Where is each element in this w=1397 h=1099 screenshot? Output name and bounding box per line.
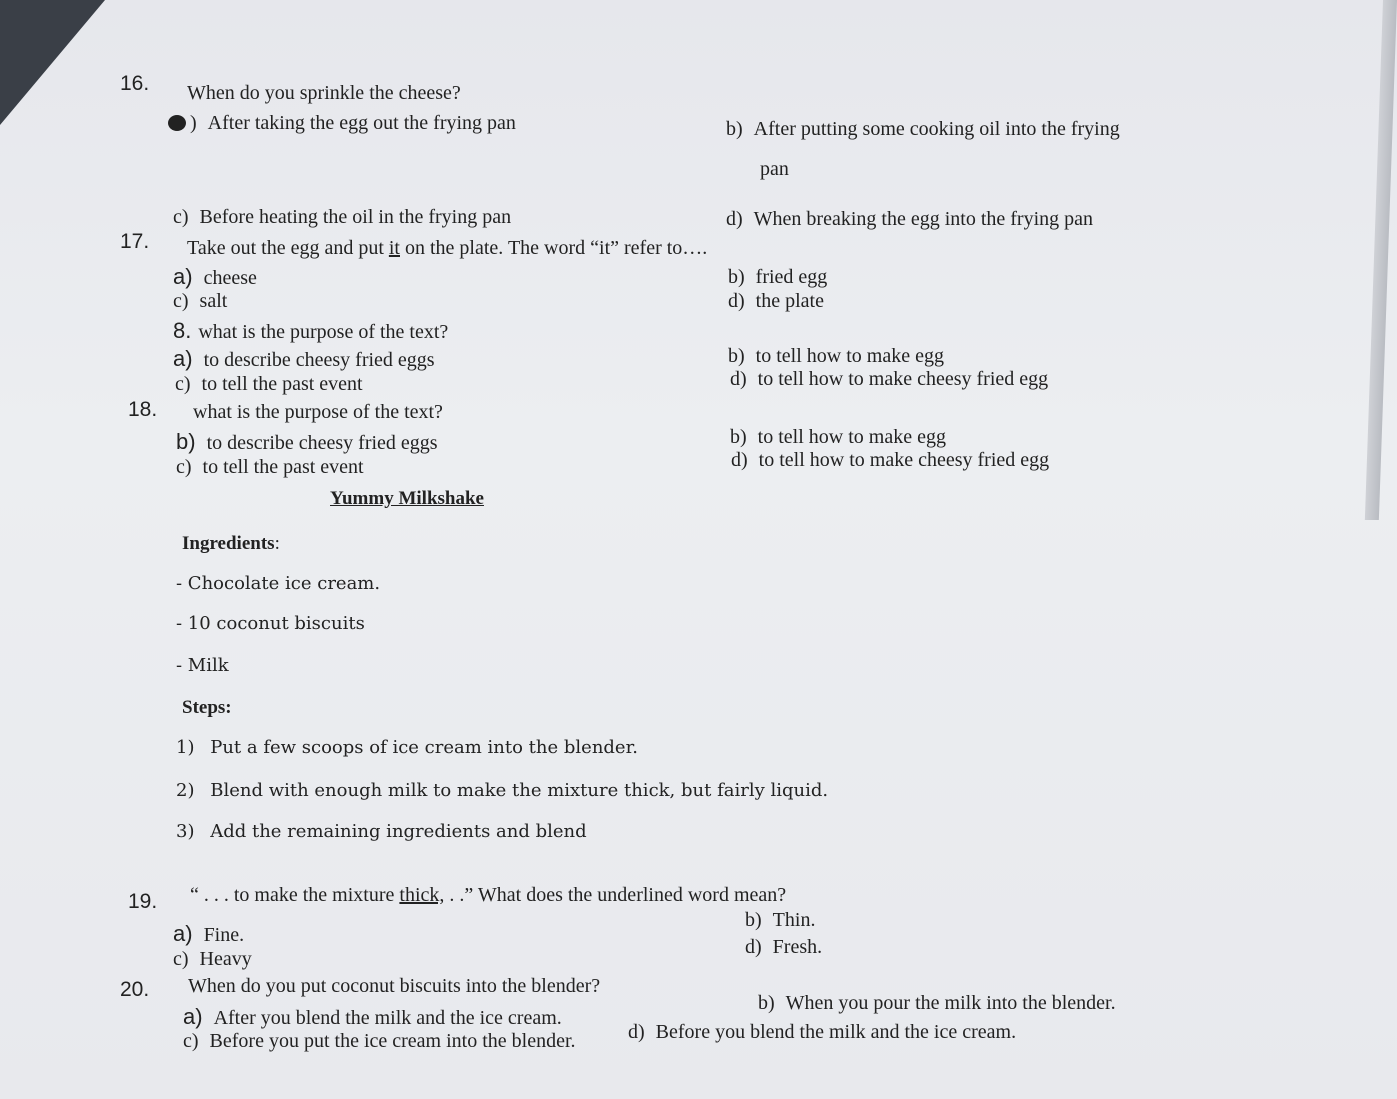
q8-number: 8. (173, 318, 192, 343)
q8-d-text: to tell how to make cheesy fried egg (757, 368, 1049, 390)
q17-option-a (173, 264, 257, 290)
q16-a-label: ) (190, 112, 197, 134)
q8-option-b (728, 345, 944, 368)
q16-b-text: After putting some cooking oil into the frying (753, 118, 1120, 140)
q20-c-text: Before you put the ice cream into the blender. (209, 1030, 576, 1052)
q20-a-text: After you blend the milk and the ice cream. (213, 1007, 562, 1029)
step-number: 2) (176, 780, 195, 801)
q18-option-a (176, 429, 438, 455)
q18-b-text: to tell how to make egg (757, 426, 946, 448)
q8-a-text: to describe cheesy fried eggs (203, 349, 435, 371)
step-item (176, 780, 828, 801)
q20-question: When do you put coconut biscuits into the blender? (188, 975, 601, 997)
ingredients-heading-line (182, 533, 280, 555)
q20-d-label: d) (628, 1021, 645, 1043)
ingredient-item: - 10 coconut biscuits (176, 613, 365, 634)
q16-c-label: c) (173, 206, 189, 228)
step-number: 3) (176, 821, 195, 842)
q17-option-c (173, 290, 227, 313)
q20-b-text: When you pour the milk into the blender. (785, 992, 1116, 1014)
q18-b-label: b) (730, 426, 747, 448)
q19-a-text: Fine. (203, 924, 245, 946)
q17-question-pre: Take out the egg and put (187, 237, 389, 259)
q17-b-text: fried egg (755, 266, 828, 288)
q16-option-c (173, 206, 511, 229)
q18-c-text: to tell the past event (202, 456, 364, 478)
q19-question-pre: “ . . . to make the mixture (190, 884, 400, 906)
q18-number: 18. (128, 398, 158, 421)
q17-a-label: a) (173, 264, 193, 289)
q18-option-c (176, 456, 364, 479)
q18-a-label: b) (176, 429, 196, 454)
q17-c-label: c) (173, 290, 189, 312)
q8-b-text: to tell how to make egg (755, 345, 944, 367)
q18-d-text: to tell how to make cheesy fried egg (758, 449, 1050, 471)
q17-a-text: cheese (203, 267, 257, 289)
step-text: Add the remaining ingredients and blend (210, 821, 587, 842)
q19-question-post: . .” What does the underlined word mean? (444, 884, 787, 906)
q19-a-label: a) (173, 921, 193, 946)
step-number: 1) (176, 737, 195, 758)
q18-d-label: d) (731, 449, 748, 471)
ingredient-item: - Milk (176, 655, 229, 676)
q17-question-underlined: it (388, 237, 400, 259)
q20-option-a (183, 1004, 562, 1030)
q19-c-text: Heavy (199, 948, 252, 970)
q8-question-line (173, 318, 448, 344)
q16-option-a (168, 112, 516, 135)
q20-b-label: b) (758, 992, 775, 1014)
q17-option-b (728, 266, 827, 289)
q18-option-d (731, 449, 1049, 472)
ingredient-item: - Chocolate ice cream. (176, 573, 381, 594)
q8-d-label: d) (730, 368, 747, 390)
q19-d-label: d) (745, 936, 762, 958)
step-text: Blend with enough milk to make the mixture thick, but fairly liquid. (210, 780, 829, 801)
q20-c-label: c) (183, 1030, 199, 1052)
q8-question: what is the purpose of the text? (198, 321, 449, 343)
q19-question-underlined: thick, (399, 884, 445, 906)
q17-number: 17. (120, 230, 150, 253)
q8-option-d (730, 368, 1048, 391)
recipe-title: Yummy Milkshake (330, 488, 484, 509)
q17-d-text: the plate (755, 290, 824, 312)
q20-d-text: Before you blend the milk and the ice cream. (655, 1021, 1017, 1043)
q19-d-text: Fresh. (772, 936, 823, 958)
q19-c-label: c) (173, 948, 189, 970)
q16-option-d (726, 208, 1093, 231)
q8-option-c (175, 373, 363, 396)
steps-heading: Steps: (182, 697, 232, 718)
q19-number: 19. (128, 890, 158, 913)
q18-a-text: to describe cheesy fried eggs (206, 432, 438, 454)
q19-option-d (745, 936, 822, 959)
q17-question (187, 237, 707, 260)
q16-a-text: After taking the egg out the frying pan (207, 112, 516, 134)
q18-question: what is the purpose of the text? (193, 401, 443, 423)
q16-c-text: Before heating the oil in the frying pan (199, 206, 512, 228)
answer-mark-icon (168, 115, 186, 131)
step-item (176, 821, 587, 842)
q19-b-label: b) (745, 909, 762, 931)
q19-option-c (173, 948, 252, 971)
q18-c-label: c) (176, 456, 192, 478)
q8-c-label: c) (175, 373, 191, 395)
q17-b-label: b) (728, 266, 745, 288)
dark-corner (0, 0, 105, 125)
q16-option-b (726, 118, 1120, 141)
q17-d-label: d) (728, 290, 745, 312)
q17-question-post: on the plate. The word “it” refer to…. (400, 237, 708, 259)
q16-b-label: b) (726, 118, 743, 140)
ingredients-heading: Ingredients (182, 533, 275, 554)
q19-b-text: Thin. (772, 909, 816, 931)
ingredients-colon: : (274, 533, 280, 554)
step-text: Put a few scoops of ice cream into the blender. (210, 737, 638, 758)
q16-d-label: d) (726, 208, 743, 230)
q8-a-label: a) (173, 346, 193, 371)
q8-c-text: to tell the past event (201, 373, 363, 395)
q16-number: 16. (120, 72, 150, 95)
q8-b-label: b) (728, 345, 745, 367)
q20-number: 20. (120, 978, 150, 1001)
q17-option-d (728, 290, 824, 313)
q8-option-a (173, 346, 435, 372)
step-item (176, 737, 638, 758)
q19-option-a (173, 921, 244, 947)
q20-a-label: a) (183, 1004, 203, 1029)
q19-option-b (745, 909, 815, 932)
q20-option-d (628, 1021, 1016, 1044)
q16-b-text-cont: pan (760, 158, 789, 180)
q17-c-text: salt (199, 290, 228, 312)
q19-question (190, 884, 786, 907)
q16-question: When do you sprinkle the cheese? (187, 82, 461, 104)
q16-d-text: When breaking the egg into the frying pan (753, 208, 1094, 230)
q20-option-b (758, 992, 1116, 1015)
q20-option-c (183, 1030, 576, 1053)
q18-option-b (730, 426, 946, 449)
